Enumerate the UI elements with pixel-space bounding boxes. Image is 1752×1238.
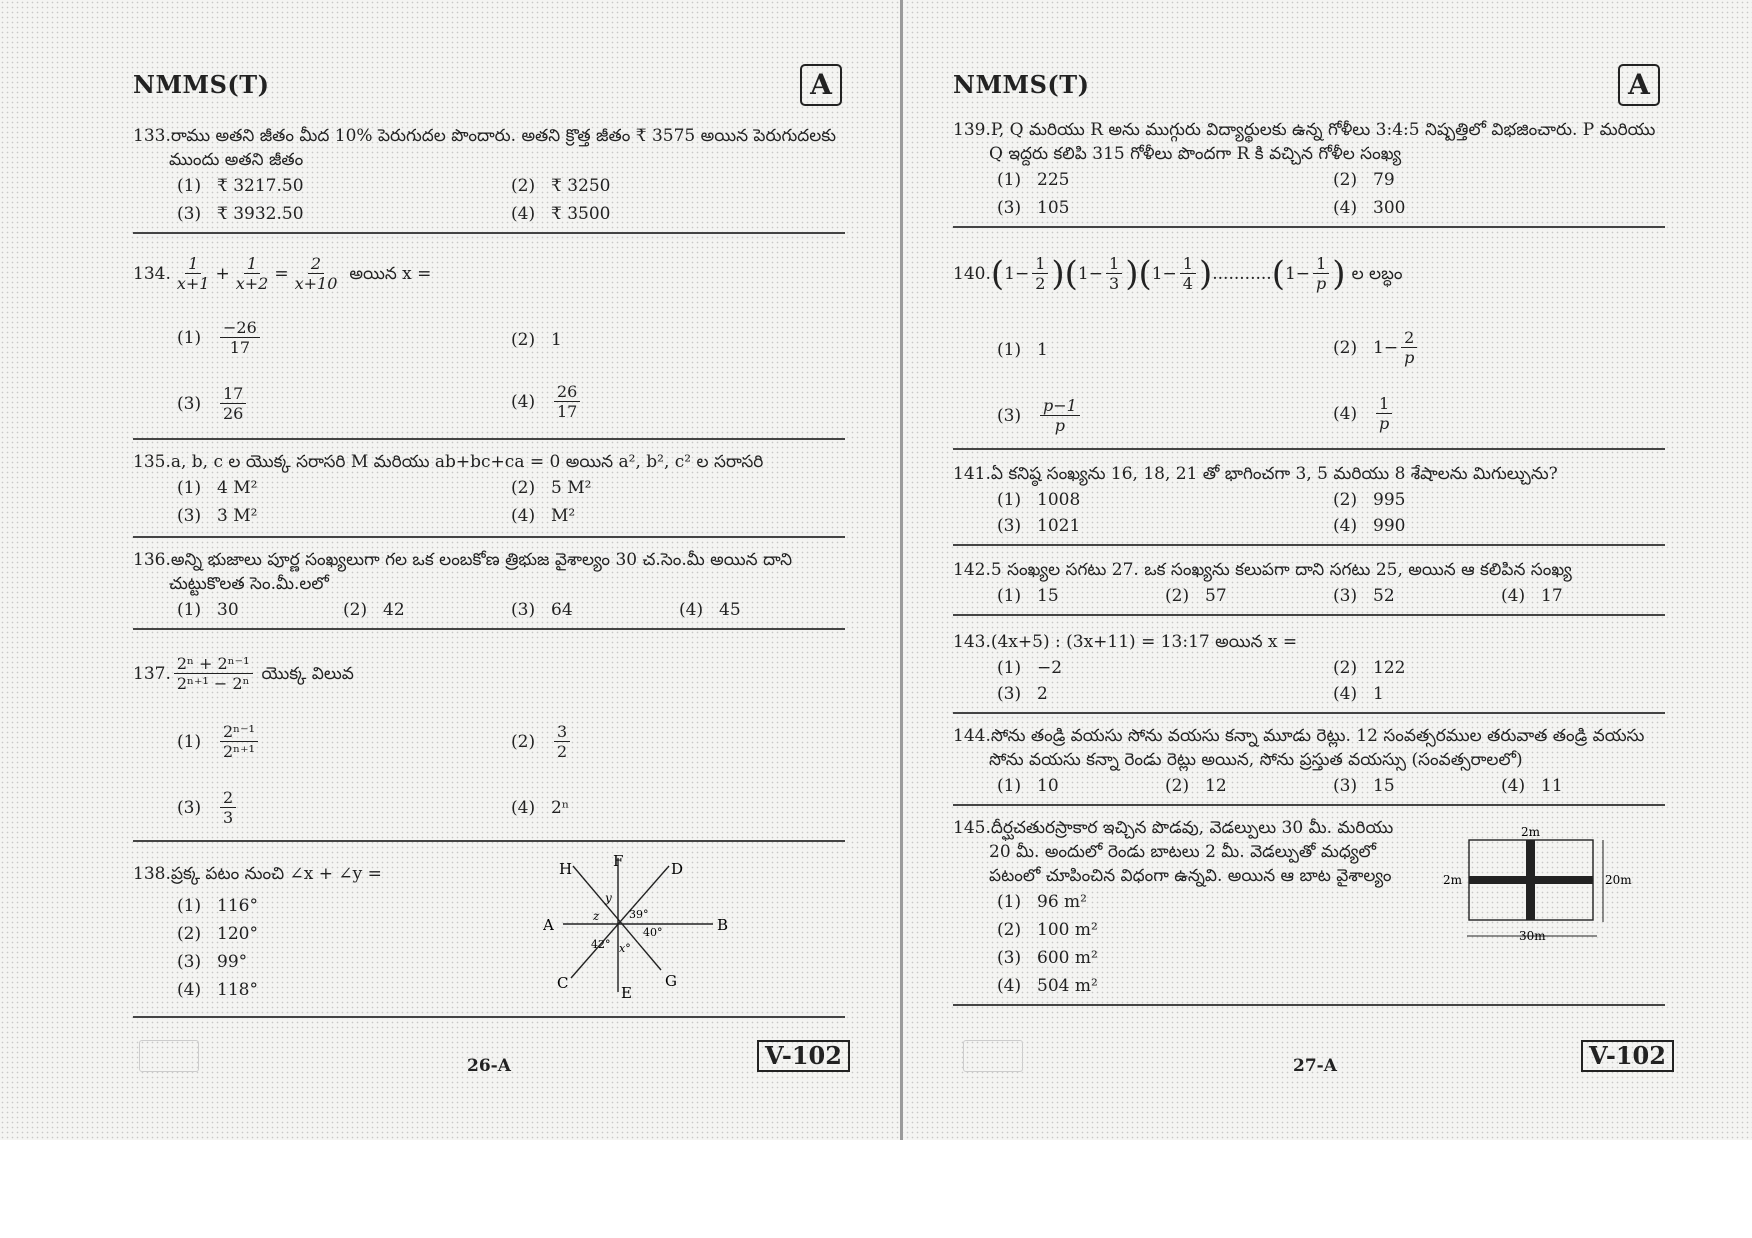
label-z: z <box>593 909 600 923</box>
label-B: B <box>717 916 729 934</box>
question-number: 140. <box>953 263 991 284</box>
option-2: (2) 100 m² <box>997 920 1098 940</box>
divider <box>133 628 845 630</box>
divider <box>133 232 845 234</box>
question-number: 142. <box>953 560 991 580</box>
option-4: (4) 11 <box>1501 776 1563 796</box>
paper-code: V-102 <box>757 1040 850 1072</box>
page-number: 27-A <box>1293 1056 1337 1076</box>
question-number: 138. <box>133 864 171 884</box>
label-G: G <box>665 972 677 990</box>
question-text-cont: Q ఇద్దరు కలిపి 315 గోళీలు పొందగా R కి వచ్చిన గోళీల సంఖ్య <box>989 144 1402 164</box>
left-page <box>133 0 863 1130</box>
question-text-cont: 20 మీ. అందులో రెండు బాటలు 2 మీ. వెడల్పుతో మధ్యలో <box>989 842 1376 862</box>
page-header: NMMS(T) <box>953 70 1090 99</box>
question-142 <box>953 558 1663 582</box>
faint-stamp <box>139 1040 199 1072</box>
option-1: (1) 1 <box>997 340 1048 360</box>
option-1: (1) 30 <box>177 600 239 620</box>
label-E: E <box>621 984 632 1002</box>
label-D: D <box>671 860 684 878</box>
question-number: 135. <box>133 452 171 472</box>
option-2: (2) 1 <box>511 330 562 350</box>
option-3: (3) 52 <box>1333 586 1395 606</box>
option-4: (4) 2ⁿ <box>511 798 570 818</box>
divider <box>133 1016 845 1018</box>
option-2: (2) ₹ 3250 <box>511 176 611 196</box>
label-A: A <box>543 916 554 934</box>
divider <box>953 448 1665 450</box>
label-bottom: 30m <box>1519 929 1546 943</box>
question-143 <box>953 630 1663 654</box>
label-42: 42° <box>591 938 611 951</box>
option-2: (2) 5 M² <box>511 478 592 498</box>
option-3: (3) 64 <box>511 600 573 620</box>
question-137: 137. $\frac{\text{2ⁿ + 2ⁿ⁻¹}}{\text{2ⁿ⁺¹ − 2ⁿ}}$ యొక్క విలువ <box>133 654 354 693</box>
option-4: (4) 504 m² <box>997 976 1098 996</box>
label-C: C <box>557 974 569 992</box>
divider <box>953 804 1665 806</box>
option-4: (4) $\frac{26}{17}$ <box>511 382 583 421</box>
option-4: (4) 17 <box>1501 586 1563 606</box>
question-number: 133. <box>133 126 171 146</box>
question-144 <box>953 724 1663 772</box>
divider <box>133 438 845 440</box>
option-3: (3) $\frac{2}{3}$ <box>177 788 239 827</box>
option-2: (2) 995 <box>1333 490 1406 510</box>
divider <box>953 712 1665 714</box>
option-2: (2) 1− $\frac{2}{p}$ <box>1333 328 1420 367</box>
question-text: దీర్ఘచతురస్రాకార ఇచ్చిన పొడవు, వెడల్పులు 30 మీ. మరియు <box>990 818 1394 838</box>
rectangle-path-figure <box>1437 822 1667 952</box>
option-1: (1) 225 <box>997 170 1070 190</box>
divider <box>953 544 1665 546</box>
option-1: (1) 10 <box>997 776 1059 796</box>
label-top: 2m <box>1521 825 1541 839</box>
option-4: (4) 45 <box>679 600 741 620</box>
option-1: (1) 116° <box>177 896 258 916</box>
question-text: సోను తండ్రి వయసు సోను వయసు కన్నా మూడు రెట్లు. 12 సంవత్సరముల తరువాత తండ్రి వయసు <box>990 726 1645 746</box>
question-text-cont: ముందు అతని జీతం <box>169 150 304 170</box>
question-139 <box>953 118 1663 166</box>
question-number: 144. <box>953 726 991 746</box>
label-39: 39° <box>629 908 649 921</box>
question-number: 139. <box>953 120 991 140</box>
option-4: (4) 990 <box>1333 516 1406 536</box>
question-number: 136. <box>133 550 171 570</box>
option-1: (1) 96 m² <box>997 892 1087 912</box>
scan-margin <box>0 1140 1752 1238</box>
label-40: 40° <box>643 926 663 939</box>
faint-stamp <box>963 1040 1023 1072</box>
divider <box>133 536 845 538</box>
option-1: (1) 4 M² <box>177 478 258 498</box>
option-3: (3) $\frac{17}{26}$ <box>177 384 249 423</box>
question-number: 137. <box>133 663 171 684</box>
option-1: (1) ₹ 3217.50 <box>177 176 304 196</box>
option-1: (1) 15 <box>997 586 1059 606</box>
question-text: అన్ని భుజాలు పూర్ణ సంఖ్యలుగా గల ఒక లంబకోణ త్రిభుజ వైశాల్యం 30 చ.సెం.మీ అయిన దాని <box>170 550 793 570</box>
label-H: H <box>559 860 573 878</box>
question-136 <box>133 548 843 596</box>
question-text-cont: చుట్టుకొలత సెం.మీ.లలో <box>169 574 329 594</box>
paper-code: V-102 <box>1581 1040 1674 1072</box>
option-4: (4) ₹ 3500 <box>511 204 611 224</box>
question-text: 5 సంఖ్యల సగటు 27. ఒక సంఖ్యను కలుపగా దాని సగటు 25, అయిన ఆ కలిపిన సంఖ్య <box>990 560 1572 580</box>
option-3: (3) 15 <box>1333 776 1395 796</box>
divider <box>953 226 1665 228</box>
option-1: (1) 1008 <box>997 490 1081 510</box>
question-text: a, b, c ల యొక్క సరాసరి M మరియు ab+bc+ca = 0 అయిన a², b², c² ల సరాసరి <box>170 452 764 472</box>
divider <box>953 1004 1665 1006</box>
page-fold <box>900 0 903 1140</box>
option-3: (3) $\frac{p-1}{p}$ <box>997 396 1083 435</box>
question-135 <box>133 450 843 474</box>
page-header: NMMS(T) <box>133 70 270 99</box>
divider <box>953 614 1665 616</box>
question-number: 141. <box>953 464 991 484</box>
label-right: 20m <box>1605 873 1632 887</box>
option-3: (3) 105 <box>997 198 1070 218</box>
option-4: (4) 1 <box>1333 684 1384 704</box>
question-text-cont: పటంలో చూపించిన విధంగా ఉన్నవి. అయిన ఆ బాట వైశాల్యం <box>989 866 1392 886</box>
question-140: 140. ( 1 − $\frac{1}{2}$ ) ( 1 − $\frac{1}{3}$ ) ( 1 − $\frac{1}{4}$ ) ........... ( 1 − $\frac{1}{p}$ ) ల లబ్ధం <box>953 253 1403 294</box>
page-number: 26-A <box>467 1056 511 1076</box>
question-text: ఏ కనిష్ఠ సంఖ్యను 16, 18, 21 తో భాగించగా 3, 5 మరియు 8 శేషాలను మిగుల్చును? <box>990 464 1558 484</box>
question-145 <box>953 816 1423 888</box>
question-number: 143. <box>953 632 991 652</box>
option-2: (2) 42 <box>343 600 405 620</box>
option-1: (1) $\frac{\text{2ⁿ⁻¹}}{\text{2ⁿ⁺¹}}$ <box>177 722 261 761</box>
option-3: (3) 3 M² <box>177 506 258 526</box>
set-badge: A <box>800 64 842 106</box>
option-2: (2) $\frac{3}{2}$ <box>511 722 573 761</box>
question-number: 134. <box>133 263 171 284</box>
option-2: (2) 12 <box>1165 776 1227 796</box>
option-3: (3) 600 m² <box>997 948 1098 968</box>
option-4: (4) 118° <box>177 980 258 1000</box>
question-134: 134. $\frac{1}{x+1}$ + $\frac{1}{x+2}$ = $\frac{2}{x+10}$ అయిన x = <box>133 254 432 293</box>
question-text: ప్రక్క పటం నుంచి ∠x + ∠y = <box>170 864 382 884</box>
question-133 <box>133 124 843 172</box>
question-text: రాము అతని జీతం మీద 10% పెరుగుదల పొందారు. అతని క్రొత్త జీతం ₹ 3575 అయిన పెరుగుదలకు <box>170 126 837 146</box>
label-left: 2m <box>1443 873 1463 887</box>
option-2: (2) 122 <box>1333 658 1406 678</box>
question-text: (4x+5) : (3x+11) = 13:17 అయిన x = <box>990 632 1298 652</box>
label-x: x° <box>619 942 631 955</box>
option-3: (3) ₹ 3932.50 <box>177 204 304 224</box>
option-1: (1) $\frac{-26}{17}$ <box>177 318 263 357</box>
set-badge: A <box>1618 64 1660 106</box>
option-3: (3) 99° <box>177 952 248 972</box>
label-y: y <box>605 891 612 905</box>
angle-figure <box>543 852 863 1002</box>
label-F: F <box>613 852 624 870</box>
question-number: 145. <box>953 818 991 838</box>
option-2: (2) 120° <box>177 924 258 944</box>
option-4: (4) M² <box>511 506 576 526</box>
option-4: (4) $\frac{1}{p}$ <box>1333 394 1395 433</box>
question-text-cont: సోను వయసు కన్నా రెండు రెట్లు అయిన, సోను ప్రస్తుత వయస్సు (సంవత్సరాలలో) <box>989 750 1523 770</box>
option-2: (2) 57 <box>1165 586 1227 606</box>
question-141 <box>953 462 1663 486</box>
right-page <box>953 0 1683 1130</box>
option-3: (3) 2 <box>997 684 1048 704</box>
option-2: (2) 79 <box>1333 170 1395 190</box>
divider <box>133 840 845 842</box>
option-4: (4) 300 <box>1333 198 1406 218</box>
option-3: (3) 1021 <box>997 516 1081 536</box>
option-1: (1) −2 <box>997 658 1063 678</box>
question-text: P, Q మరియు R అను ముగ్గురు విద్యార్థులకు ఉన్న గోళీలు 3:4:5 నిష్పత్తిలో విభజించారు. P మరియు <box>990 120 1656 140</box>
